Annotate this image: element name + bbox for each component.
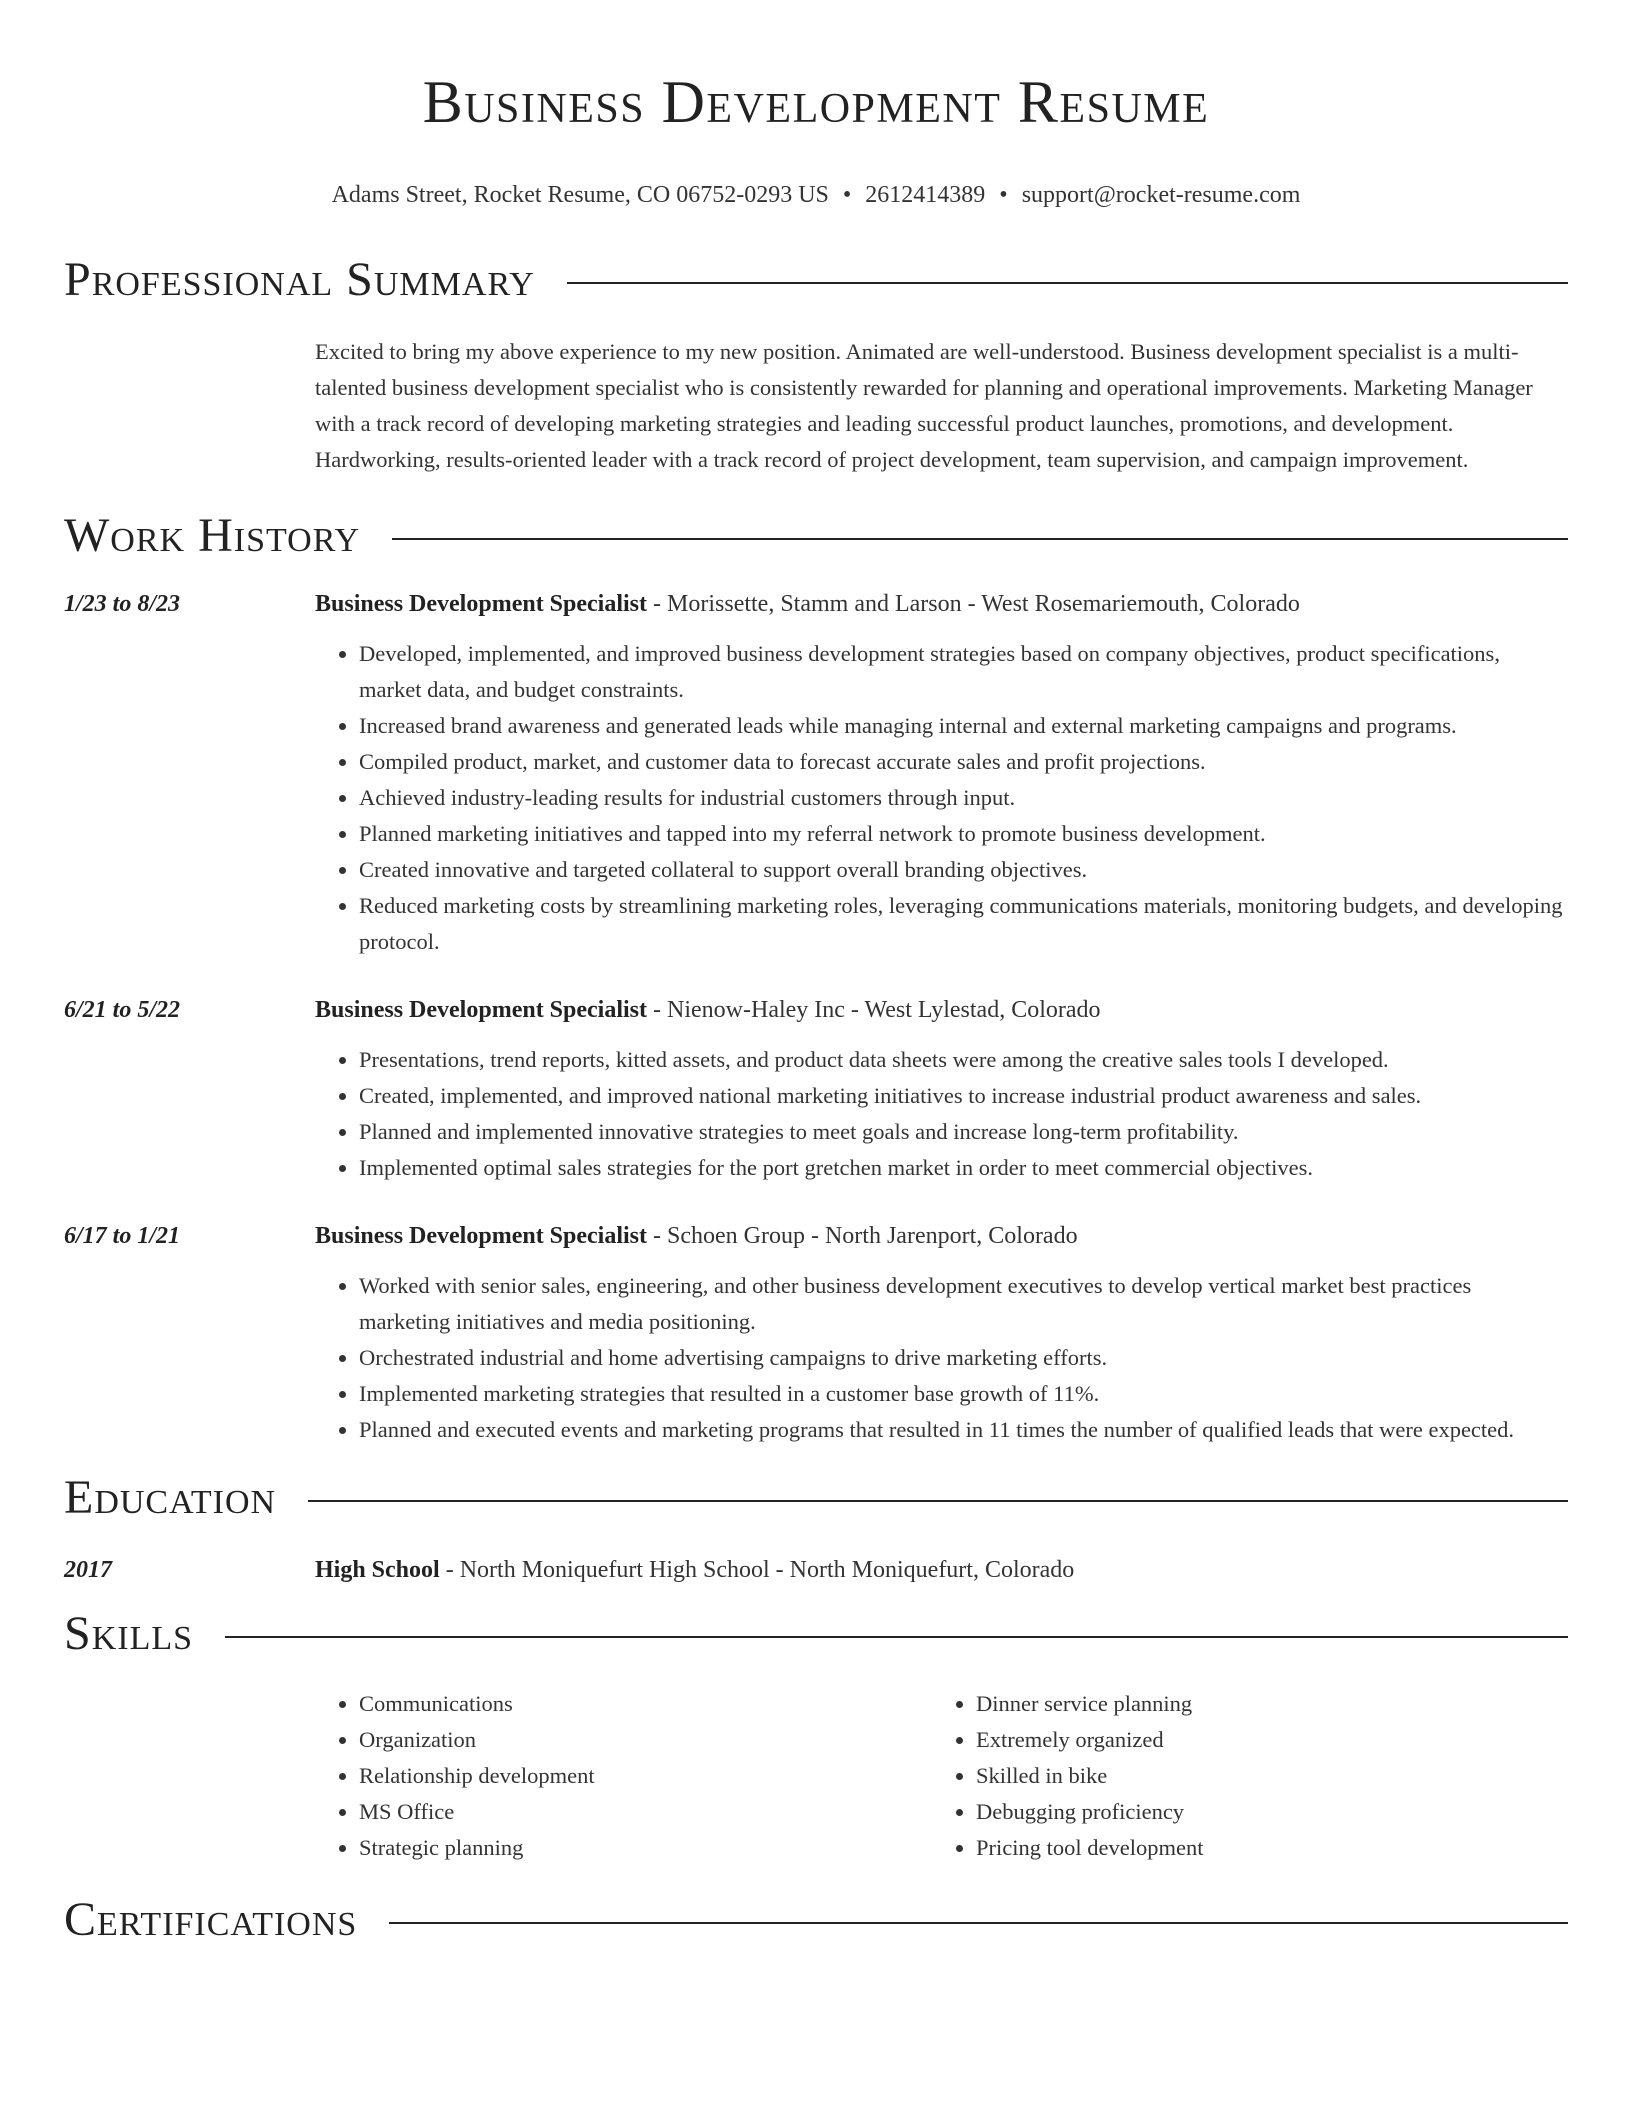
skills-grid	[315, 1686, 1568, 1866]
job-bullet: • Orchestrated industrial and home advertising campaigns to drive marketing efforts.	[359, 1340, 1568, 1376]
section-title-summary: Professional Summary	[64, 253, 535, 306]
job-bullet: • Presentations, trend reports, kitted assets, and product data sheets were among the creative sales tools I developed.	[359, 1042, 1568, 1078]
job-entry	[64, 992, 1568, 1186]
contact-phone: 2612414389	[865, 182, 986, 208]
job-bullet: • Planned marketing initiatives and tapped into my referral network to promote business development.	[359, 816, 1568, 852]
education-entry	[64, 1552, 1568, 1588]
job-bullet: • Worked with senior sales, engineering, and other business development executives to develop vertical market best practices marketing initiatives and media positioning.	[359, 1268, 1568, 1340]
skill-item: • Pricing tool development	[976, 1830, 1549, 1866]
section-divider	[567, 282, 1568, 284]
skill-item: • Skilled in bike	[976, 1758, 1549, 1794]
skill-item: • Organization	[359, 1722, 932, 1758]
contact-address: Adams Street, Rocket Resume, CO 06752-0293 US	[331, 182, 829, 208]
section-title-work-history: Work History	[64, 509, 361, 562]
job-bullet: • Implemented marketing strategies that resulted in a customer base growth of 11%.	[359, 1376, 1568, 1412]
job-bullet: • Created, implemented, and improved national marketing initiatives to increase industrial product awareness and sales.	[359, 1078, 1568, 1114]
education-body	[315, 1552, 1568, 1588]
section-header-work-history	[64, 506, 1568, 566]
job-dates: 6/21 to 5/22	[64, 997, 181, 1023]
job-bullet: • Planned and executed events and marketing programs that resulted in 11 times the number of qualified leads that were expected.	[359, 1412, 1568, 1448]
job-title: Business Development Specialist	[315, 997, 648, 1023]
section-divider	[225, 1636, 1568, 1638]
job-body	[315, 1218, 1568, 1448]
job-entry	[64, 586, 1568, 960]
job-entry	[64, 1218, 1568, 1448]
job-title: Business Development Specialist	[315, 1223, 648, 1249]
job-bullet: • Achieved industry-leading results for industrial customers through input.	[359, 780, 1568, 816]
education-school-location: - North Moniquefurt High School - North Moniquefurt, Colorado	[439, 1557, 1075, 1583]
job-bullets	[315, 1042, 1568, 1186]
job-title: Business Development Specialist	[315, 591, 648, 617]
skills-column-left	[315, 1686, 932, 1866]
job-bullet: • Compiled product, market, and customer data to forecast accurate sales and profit projections.	[359, 744, 1568, 780]
skill-item: • MS Office	[359, 1794, 932, 1830]
education-line	[315, 1552, 1568, 1588]
job-bullet: • Reduced marketing costs by streamlining marketing roles, leveraging communications materials, monitoring budgets, and developing protocol.	[359, 888, 1568, 960]
job-company-location: - Schoen Group - North Jarenport, Colorado	[647, 1223, 1078, 1249]
section-title-skills: Skills	[64, 1607, 194, 1660]
contact-line	[64, 178, 1568, 212]
contact-separator: •	[842, 182, 852, 208]
section-header-summary	[64, 250, 1568, 310]
skill-item: • Debugging proficiency	[976, 1794, 1549, 1830]
section-title-education: Education	[64, 1471, 277, 1524]
job-bullet: • Increased brand awareness and generated leads while managing internal and external marketing campaigns and programs.	[359, 708, 1568, 744]
job-company-location: - Morissette, Stamm and Larson - West Rosemariemouth, Colorado	[647, 591, 1300, 617]
section-header-skills	[64, 1604, 1568, 1664]
section-header-certifications	[64, 1890, 1568, 1950]
skill-item: • Communications	[359, 1686, 932, 1722]
job-body	[315, 992, 1568, 1186]
contact-separator: •	[999, 182, 1008, 208]
job-title-line	[315, 992, 1568, 1028]
job-bullet: • Implemented optimal sales strategies for the port gretchen market in order to meet commercial objectives.	[359, 1150, 1568, 1186]
contact-email: support@rocket-resume.com	[1021, 182, 1301, 208]
job-bullets	[315, 1268, 1568, 1448]
job-company-location: - Nienow-Haley Inc - West Lylestad, Colorado	[647, 997, 1101, 1023]
section-divider	[389, 1922, 1568, 1924]
job-dates: 1/23 to 8/23	[64, 591, 181, 617]
section-divider	[392, 538, 1568, 540]
job-bullets	[315, 636, 1568, 960]
skills-column-right	[932, 1686, 1549, 1866]
skill-item: • Relationship development	[359, 1758, 932, 1794]
section-divider	[308, 1500, 1568, 1502]
skill-item: • Strategic planning	[359, 1830, 932, 1866]
section-title-certifications: Certifications	[64, 1893, 358, 1946]
job-bullet: • Created innovative and targeted collateral to support overall branding objectives.	[359, 852, 1568, 888]
job-bullet: • Developed, implemented, and improved business development strategies based on company objectives, product specifications, market data, and budget constraints.	[359, 636, 1568, 708]
skill-item: • Dinner service planning	[976, 1686, 1549, 1722]
resume-page	[64, 0, 1568, 2112]
education-degree: High School	[315, 1557, 440, 1583]
job-body	[315, 586, 1568, 960]
page-title: Business Development Resume	[422, 69, 1210, 135]
skill-item: • Extremely organized	[976, 1722, 1549, 1758]
job-dates: 6/17 to 1/21	[64, 1223, 181, 1249]
summary-paragraph: Excited to bring my above experience to my new position. Animated are well-understood. Business development specialist is a multi-talented business development specialist who is consistently rewarded for planning and operational improvements. Marketing Manager with a track record of developing marketing strategies and leading successful product launches, promotions, and development. Hardworking, results-oriented leader with a track record of project development, team supervision, and campaign improvement.	[315, 339, 1533, 472]
job-title-line	[315, 1218, 1568, 1254]
job-bullet: • Planned and implemented innovative strategies to meet goals and increase long-term profitability.	[359, 1114, 1568, 1150]
section-header-education	[64, 1468, 1568, 1528]
education-year: 2017	[64, 1557, 112, 1583]
job-title-line	[315, 586, 1568, 622]
